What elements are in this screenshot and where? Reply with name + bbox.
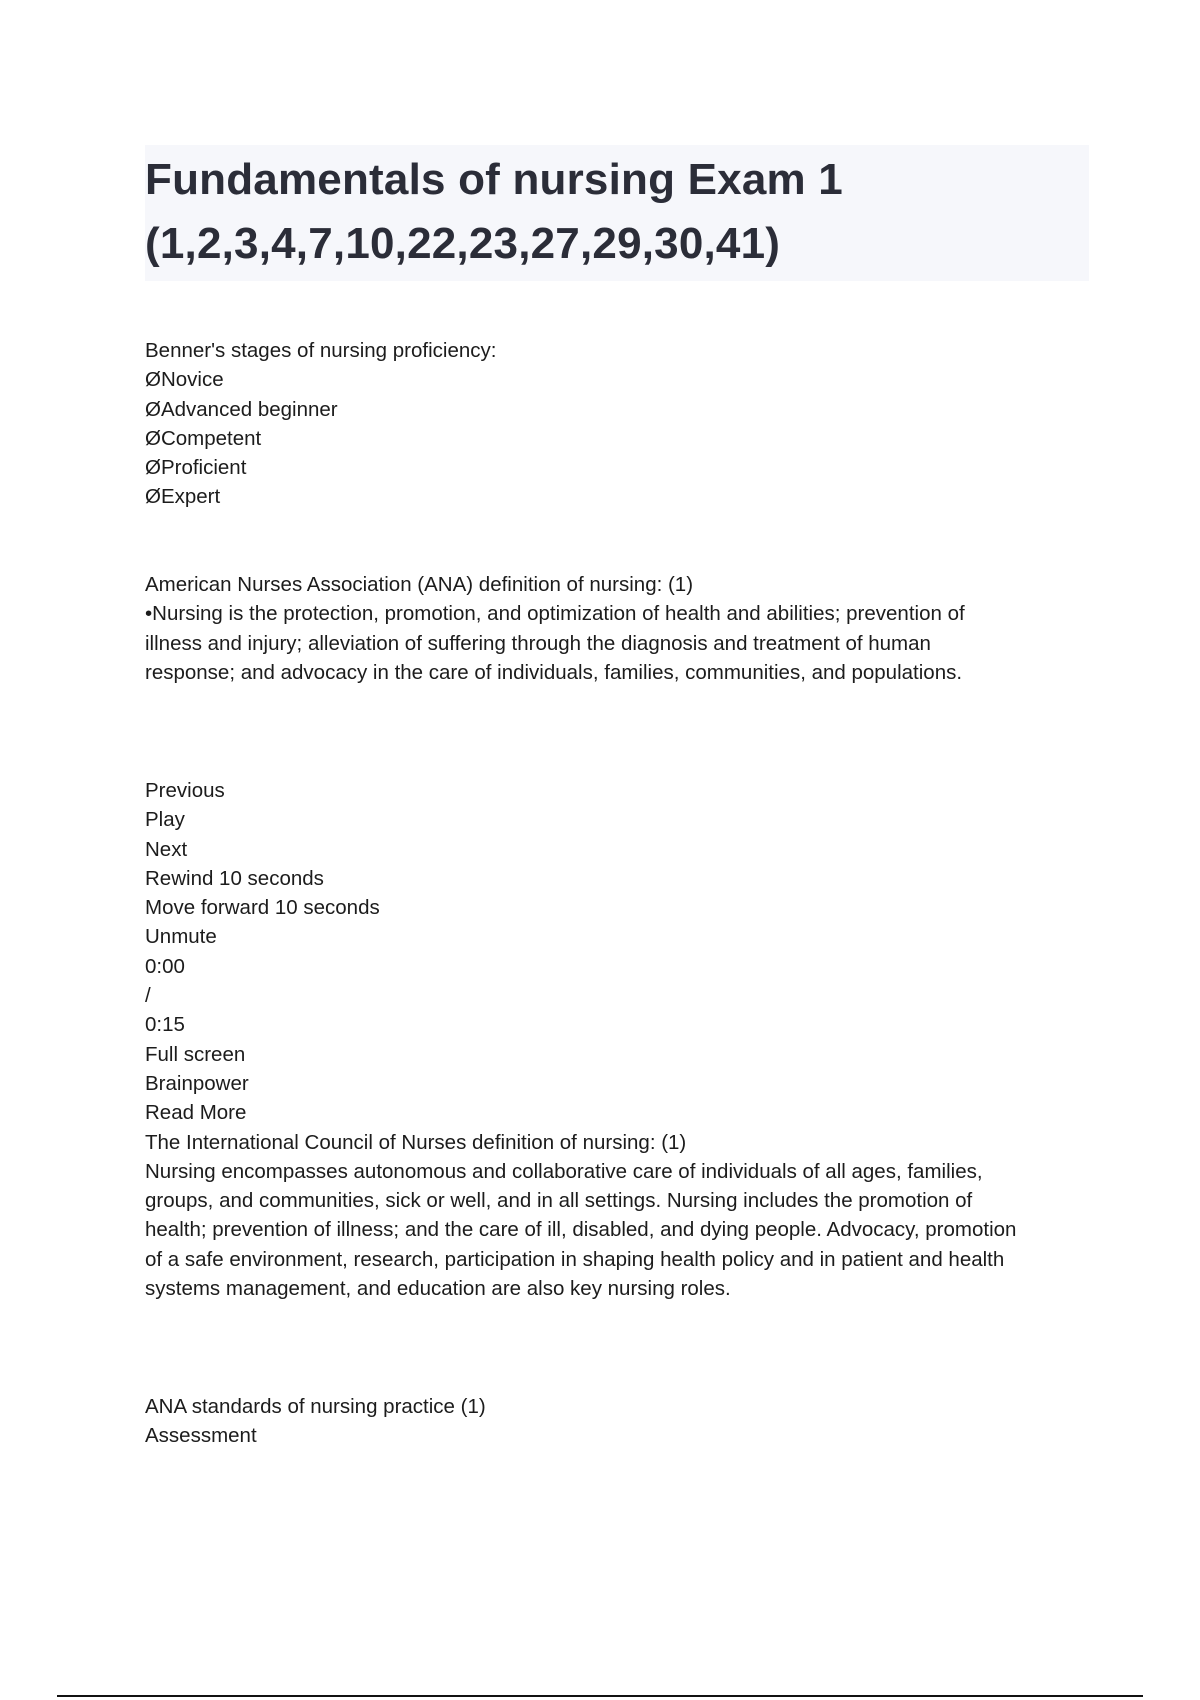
icn-definition-line-2: groups, and communities, sick or well, and in all settings. Nursing includes the promotion of [145,1189,973,1213]
icn-definition-line-5: systems management, and education are also key nursing roles. [145,1277,731,1301]
ana-definition-line-3: response; and advocacy in the care of individuals, families, communities, and populations. [145,660,963,684]
title-banner [145,145,1089,281]
icn-definition-line-4: of a safe environment, research, participation in shaping health policy and in patient and health [145,1247,1005,1271]
video-player-text [145,776,1095,1303]
icn-definition-line-1: Nursing encompasses autonomous and collaborative care of individuals of all ages, families, [145,1159,983,1183]
play-button[interactable]: Play [145,808,185,832]
benner-heading: Benner's stages of nursing proficiency: [145,339,497,362]
forward-button[interactable]: Move forward 10 seconds [145,896,380,920]
brand-label: Brainpower [145,1071,249,1095]
next-button[interactable]: Next [145,837,188,861]
read-more-link[interactable]: Read More [145,1101,247,1125]
benner-stage-novice: ØNovice [145,368,224,392]
icn-definition-line-3: health; prevention of illness; and the care of ill, disabled, and dying people. Advocacy, promotion [145,1218,1017,1242]
fullscreen-button[interactable]: Full screen [145,1042,246,1066]
time-separator: / [145,984,151,1008]
ana-definition-line-1: •Nursing is the protection, promotion, and optimization of health and abilities; prevention of [145,602,965,626]
previous-button[interactable]: Previous [145,779,225,802]
benner-stage-advanced-beginner: ØAdvanced beginner [145,397,338,421]
page-title [145,148,843,276]
ana-standards-item-assessment: Assessment [145,1424,257,1448]
benner-stage-proficient: ØProficient [145,456,247,480]
unmute-button[interactable]: Unmute [145,925,217,949]
footer-divider [57,1695,1143,1697]
title-line-1: Fundamentals of nursing Exam 1 [145,155,843,204]
duration: 0:15 [145,1013,185,1037]
current-time: 0:00 [145,954,185,978]
benner-stage-competent: ØCompetent [145,426,262,450]
ana-definition-line-2: illness and injury; alleviation of suffering through the diagnosis and treatment of human [145,631,931,655]
ana-definition-heading: American Nurses Association (ANA) definition of nursing: (1) [145,573,694,596]
benner-section [145,336,1095,512]
title-line-2: (1,2,3,4,7,10,22,23,27,29,30,41) [145,219,781,268]
icn-definition-heading: The International Council of Nurses definition of nursing: (1) [145,1130,687,1154]
ana-definition-section [145,570,1095,687]
ana-standards-heading: ANA standards of nursing practice (1) [145,1395,486,1418]
ana-standards-section [145,1392,1095,1451]
rewind-button[interactable]: Rewind 10 seconds [145,866,324,890]
benner-stage-expert: ØExpert [145,485,221,509]
